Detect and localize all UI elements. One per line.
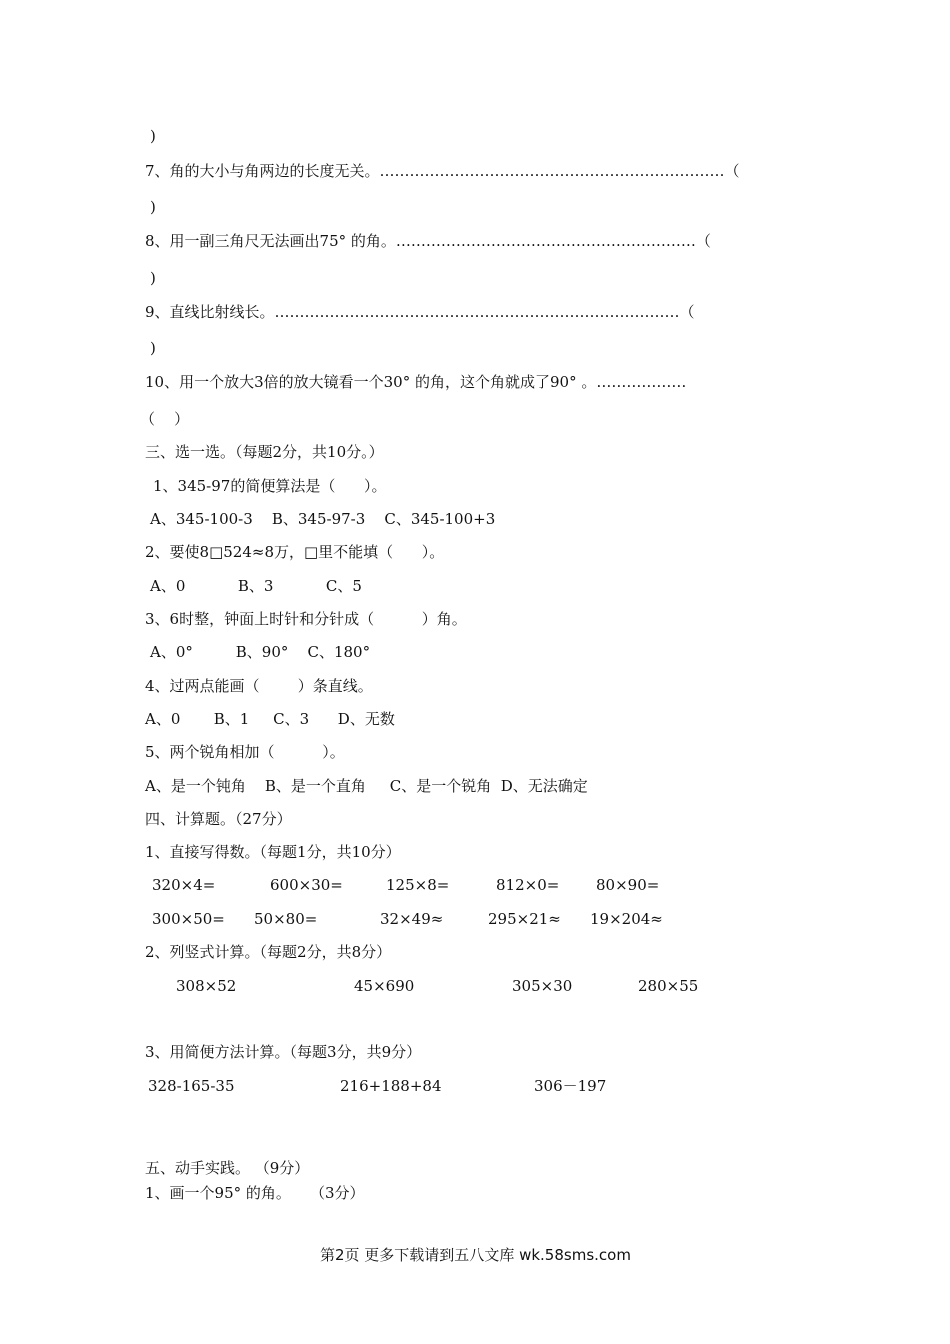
vertical-item: 305×30 [512,977,573,995]
question-10-paren: （ ） [140,410,190,428]
choice-1: 1、345-97的简便算法是（ ）。 [153,477,387,495]
oral-item: 300×50= [152,910,225,928]
section-5-part-1: 1、画一个95° 的角。 （3分） [145,1184,365,1202]
vertical-item: 308×52 [176,977,237,995]
vertical-item: 280×55 [638,977,699,995]
oral-item: 80×90= [596,876,660,894]
section-3-title: 三、选一选。（每题2分，共10分。） [145,443,384,461]
oral-item: 295×21≈ [488,910,561,928]
choice-4-options: A、0 B、1 C、3 D、无数 [145,710,395,728]
question-9: 9、直线比射线长。………………………………………………………………………（ [145,303,695,321]
choice-5: 5、两个锐角相加（ ）。 [145,743,345,761]
oral-item: 812×0= [496,876,560,894]
oral-item: 125×8= [386,876,450,894]
close-paren-q7: ) [150,198,156,216]
oral-item: 32×49≈ [380,910,444,928]
section-4-title: 四、计算题。（27分） [145,810,292,828]
question-7: 7、角的大小与角两边的长度无关。……………………………………………………………（ [145,162,740,180]
section-4-part-3: 3、用简便方法计算。（每题3分，共9分） [145,1043,422,1061]
section-4-part-1: 1、直接写得数。（每题1分，共10分） [145,843,401,861]
simple-item: 216+188+84 [340,1077,442,1095]
section-4-part-2: 2、列竖式计算。（每题2分，共8分） [145,943,392,961]
question-8: 8、用一副三角尺无法画出75° 的角。……………………………………………………（ [145,232,711,250]
close-paren-q8: ) [150,269,156,287]
simple-item: 306－197 [534,1077,607,1095]
section-5-title: 五、动手实践。 （9分） [145,1159,310,1177]
page-footer: 第2页 更多下载请到五八文库 wk.58sms.com [320,1246,631,1264]
choice-5-options: A、是一个钝角 B、是一个直角 C、是一个锐角 D、无法确定 [145,777,588,795]
question-10: 10、用一个放大3倍的放大镜看一个30° 的角，这个角就成了90° 。……………… [145,373,687,391]
choice-2-options: A、0 B、3 C、5 [150,577,362,595]
oral-item: 50×80= [254,910,318,928]
choice-1-options: A、345-100-3 B、345-97-3 C、345-100+3 [150,510,496,528]
close-paren-q6: ) [150,127,156,145]
close-paren-q9: ) [150,339,156,357]
oral-item: 320×4= [152,876,216,894]
choice-4: 4、过两点能画（ ）条直线。 [145,677,373,695]
choice-3: 3、6时整，钟面上时针和分针成（ ）角。 [145,610,467,628]
simple-item: 328-165-35 [148,1077,235,1095]
oral-item: 19×204≈ [590,910,663,928]
choice-2: 2、要使8□524≈8万，□里不能填（ ）。 [145,543,445,561]
vertical-item: 45×690 [354,977,415,995]
oral-item: 600×30= [270,876,343,894]
choice-3-options: A、0° B、90° C、180° [150,643,371,661]
